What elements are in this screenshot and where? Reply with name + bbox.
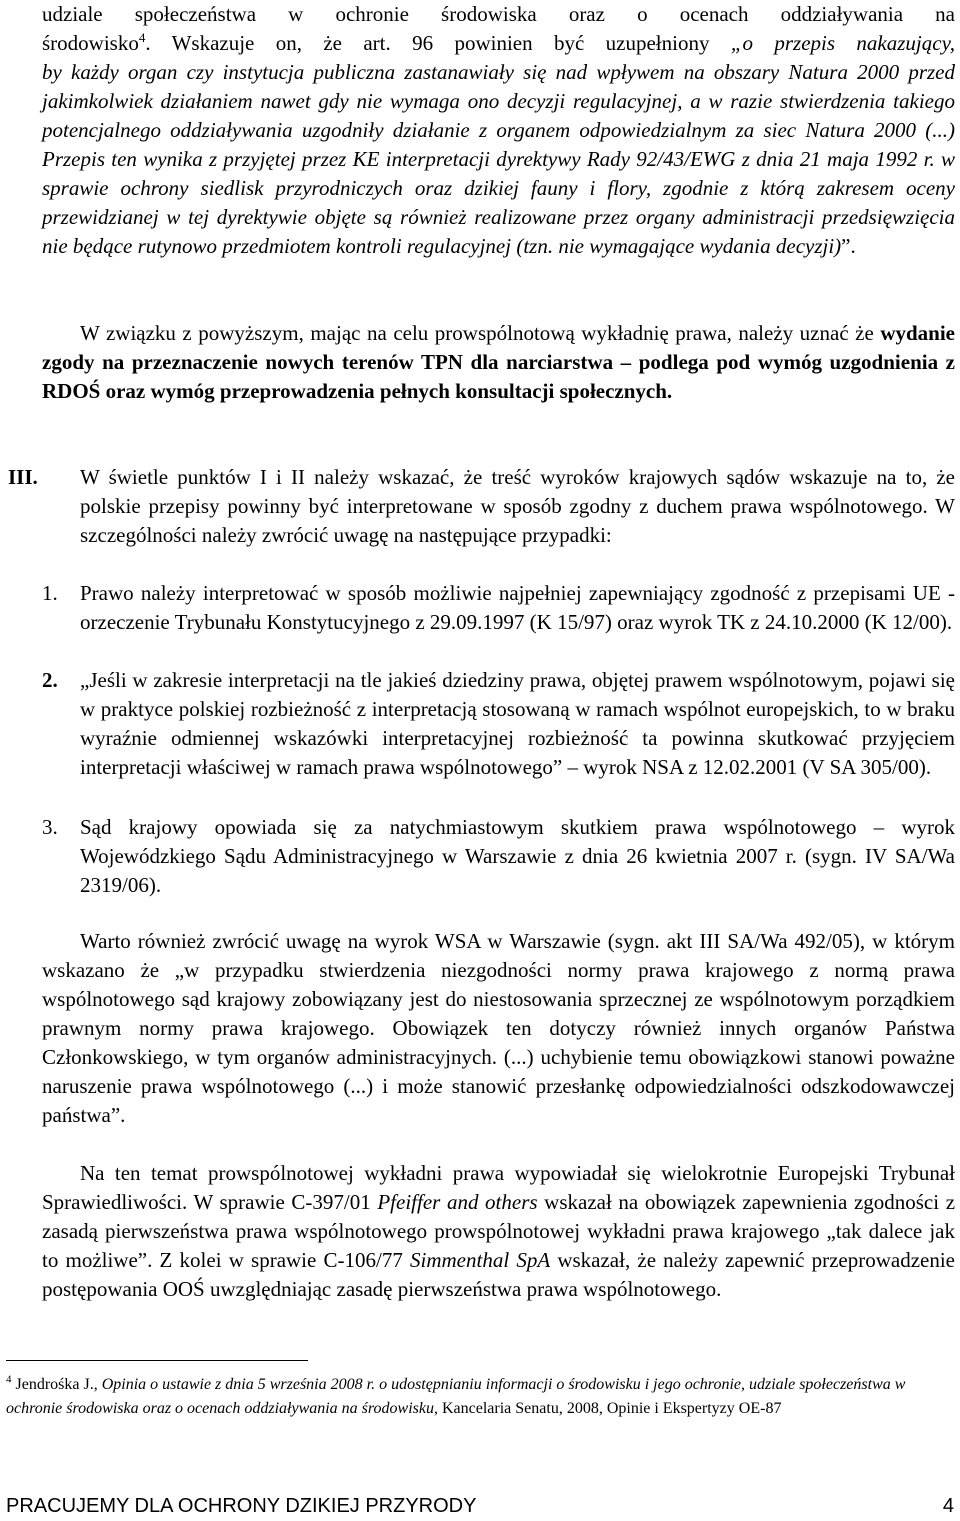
section-number: III.	[8, 465, 38, 489]
para1-end: ”.	[841, 234, 856, 258]
para1-line2a: środowisko	[42, 31, 139, 55]
para2-bold: wydanie zgody na przeznaczenie nowych terenów TPN dla narciarstwa – podlega pod wymóg uzgodnienia z RDOŚ oraz wymóg przeprowadzenia pełnych konsultacji społecznych.	[42, 321, 955, 403]
para4-c: wskazał na obowiązek zapewnienia zgodności z zasadą pierwszeństwa prawa wspólnotowego prowspólnotowej wykładni prawa krajowego „tak dalece jak to możliwe”. Z kolei w sprawie C-106/77	[42, 1190, 956, 1272]
footnote-rest: , Kancelaria Senatu, 2008, Opinie i Ekspertyzy OE-87	[433, 1400, 782, 1417]
footnote-title-cont: o udostępnianiu informacji o środowisku i jego ochronie, udziale społeczeństwa w ochronie środowiska oraz o ocenach oddziaływania na środowisku	[6, 1376, 906, 1417]
para1-italic-body	[42, 58, 955, 261]
footnote	[6, 1373, 906, 1421]
list-item-3: Sąd krajowy opowiada się za natychmiastowym skutkiem prawa wspólnotowego – wyrok Wojewódzkiego Sądu Administracyjnego w Warszawie z dnia 26 kwietnia 2007 r. (sygn. IV SA/Wa 2319/06).	[80, 815, 955, 897]
case-simmenthal: Simmenthal SpA	[410, 1248, 551, 1272]
list-item-number-2: 2.	[42, 668, 58, 692]
list-item-number-1: 1.	[42, 581, 58, 605]
para1-line2c: „o przepis nakazujący,	[730, 31, 955, 55]
footer-text: PRACUJEMY DLA OCHRONY DZIKIEJ PRZYRODY	[6, 1495, 477, 1517]
list-item-2: „Jeśli w zakresie interpretacji na tle jakieś dziedziny prawa, objętej prawem wspólnotowym, pojawi się w praktyce polskiej rozbieżność z interpretacją stosowaną w ramach wspólnot europejskich, to w braku wyraźnie odmiennej wskazówki interpretacyjnej rozbieżność ta powinna skutkować przyjęciem interpretacji właściwej w ramach prawa wspólnotowego” – wyrok NSA z 12.02.2001 (V SA 305/00).	[80, 668, 955, 779]
list-item-1: Prawo należy interpretować w sposób możliwie najpełniej zapewniający zgodność z przepisami UE - orzeczenie Trybunału Konstytucyjnego z 29.09.1997 (K 15/97) oraz wyrok TK z 24.10.2000 (K 12/00).	[80, 581, 955, 634]
para1-italic-quote: by każdy organ czy instytucja publiczna zastanawiały się nad wpływem na obszary Natura 2000 przed jakimkolwiek działaniem nawet gdy nie wymaga ono decyzji regulacyjnej, a w razie stwierdzenia takiego potencjalnego oddziaływania uzgodniły działanie z organem odpowiedzialnym za siec Natura 2000 (...) Przepis ten wynika z przyjętej przez KE interpretacji dyrektywy Rady 92/43/EWG z dnia 21 maja 1992 r. w sprawie ochrony siedlisk przyrodniczych oraz dzikiej fauny i flory, zgodnie z którą zakresem oceny przewidzianej w tej dyrektywie objęte są również realizowane przez organy administracji przedsięwzięcia nie będące rutynowo przedmiotem kontroli regulacyjnej (tzn. nie wymagające wydania decyzji)	[42, 60, 955, 258]
footnote-author: Jendrośka J.,	[15, 1376, 102, 1393]
footnote-divider	[6, 1360, 308, 1361]
para4-e: wskazał, że należy zapewnić przeprowadzenie postępowania OOŚ uwzględniając zasadę pierwszeństwa prawa wspólnotowego.	[42, 1248, 955, 1301]
list-item-number-3: 3.	[42, 815, 58, 839]
page-number: 4	[942, 1495, 954, 1517]
page-footer	[6, 1494, 954, 1518]
paragraph-conclusion	[42, 319, 955, 406]
footnote-number: 4	[6, 1373, 12, 1386]
para2-normal: W związku z powyższym, mając na celu prowspólnotową wykładnię prawa, należy uznać że	[80, 321, 881, 345]
paragraph-quote-natura	[42, 0, 955, 261]
para1-line1: udziale społeczeństwa w ochronie środowiska oraz o ocenach oddziaływania na	[42, 2, 955, 26]
case-pfeiffer: Pfeiffer and others	[377, 1190, 538, 1214]
para1-line2b: . Wskazuje on, że art. 96 powinien być uzupełniony	[145, 31, 731, 55]
paragraph-wsa: Warto również zwrócić uwagę na wyrok WSA w Warszawie (sygn. akt III SA/Wa 492/05), w którym wskazano że „w przypadku stwierdzenia niezgodności normy prawa krajowego z normą prawa wspólnotowego sąd krajowy zobowiązany jest do niestosowania sprzecznej ze wspólnotowym porządkiem prawnym normy prawa krajowego. Obowiązek ten dotyczy również innych organów Państwa Członkowskiego, w tym organów administracyjnych. (...) uchybienie temu obowiązkowi stanowi poważne naruszenie prawa wspólnotowego (...) i może stanowić przesłankę odpowiedzialności odszkodowawczej państwa”.	[42, 929, 955, 1127]
paragraph-etsiu	[42, 1159, 955, 1304]
para1-line2	[42, 29, 955, 58]
section3-intro: W świetle punktów I i II należy wskazać, że treść wyroków krajowych sądów wskazuje na to, że polskie przepisy powinny być interpretowane w sposób zgodny z duchem prawa wspólnotowego. W szczególności należy zwrócić uwagę na następujące przypadki:	[80, 465, 955, 547]
para4-a: Na ten temat prowspólnotowej wykładni prawa wypowiadał się wielokrotnie Europejski Trybunał Sprawiedliwości. W sprawie C-397/01	[42, 1161, 955, 1214]
footnote-ref: 4	[138, 30, 146, 45]
footnote-title: Opinia o ustawie z dnia 5 września 2008 r.	[101, 1376, 376, 1393]
